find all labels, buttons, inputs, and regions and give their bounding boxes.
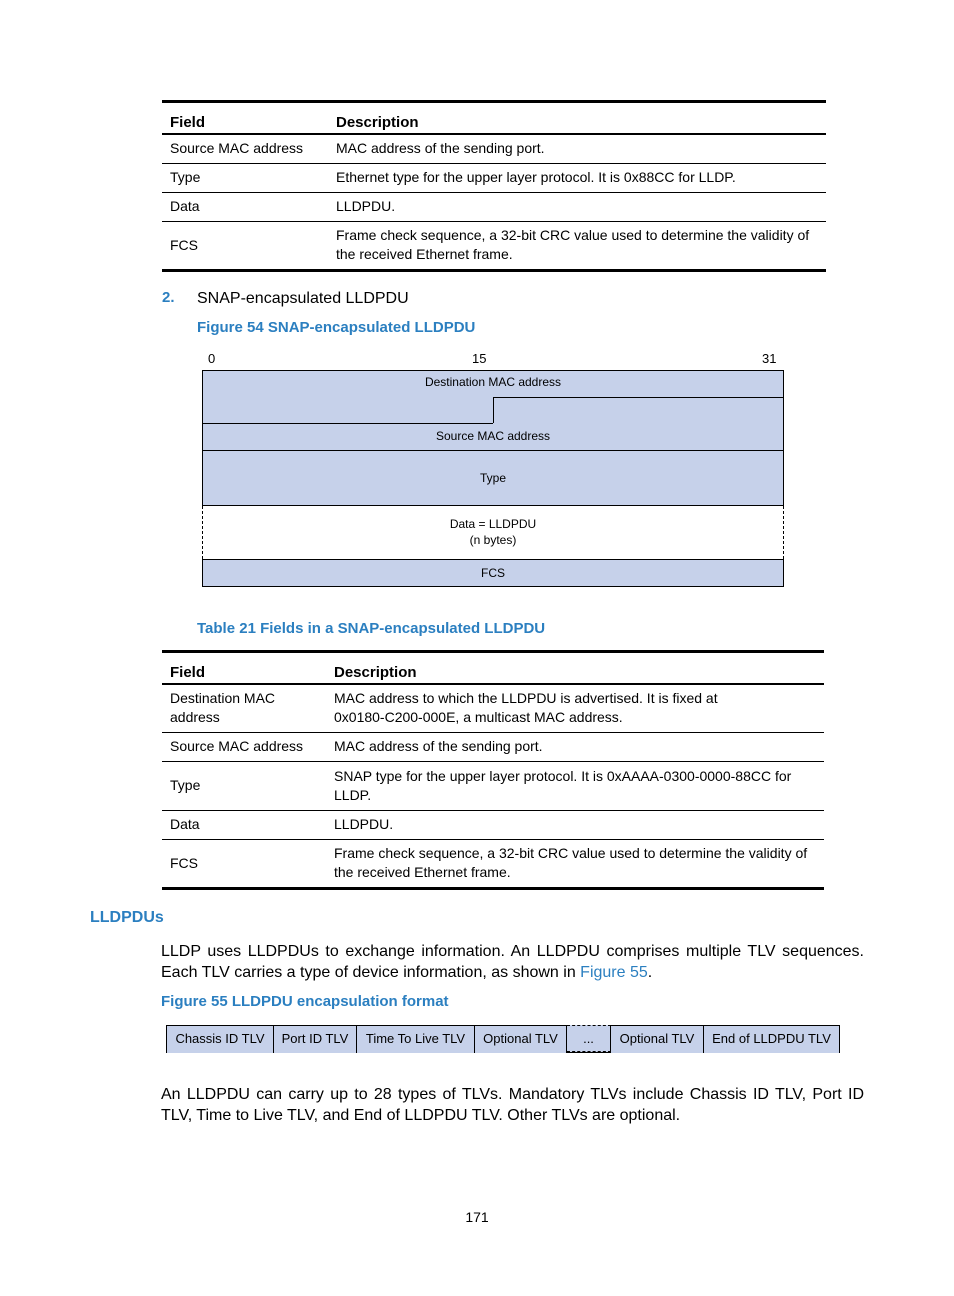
tlv-port-id: Port ID TLV — [274, 1026, 357, 1053]
table-header-row — [162, 102, 826, 135]
description-cell: LLDPDU. — [336, 198, 396, 214]
description-cell: MAC address of the sending port. — [334, 738, 543, 754]
fcs-label: FCS — [481, 566, 505, 580]
field-cell: Data — [170, 816, 200, 832]
figure-54-caption: Figure 54 SNAP-encapsulated LLDPDU — [197, 319, 476, 336]
page-number: 171 — [465, 1209, 489, 1225]
field-cell: Source MAC address — [170, 140, 304, 157]
mac-divider-step — [493, 397, 494, 423]
table-row — [162, 810, 824, 839]
mac-address-block — [202, 370, 784, 451]
field-cell: Type — [170, 169, 201, 185]
intro-text-end: . — [647, 964, 653, 981]
tlv-optional: Optional TLV — [475, 1026, 567, 1053]
snap-fields-table — [162, 650, 824, 890]
tlv-time-to-live: Time To Live TLV — [357, 1026, 475, 1053]
tlv-chassis-id: Chassis ID TLV — [167, 1026, 274, 1053]
field-cell: Type — [170, 777, 201, 793]
table-row — [162, 839, 824, 888]
table-row — [162, 761, 824, 810]
tlv-ellipsis: ... — [567, 1025, 611, 1052]
data-block — [202, 506, 784, 559]
source-mac-label: Source MAC address — [435, 429, 551, 443]
intro-text: LLDP uses LLDPDUs to exchange information. An LLDPDU comprises multiple TLV sequences. Each TLV carries a type of device information, as shown in — [161, 943, 864, 981]
field-cell: Data — [170, 198, 200, 214]
column-header-description: Description — [336, 114, 419, 131]
description-cell: MAC address to which the LLDPDU is advertised. It is fixed at 0x0180-C200-000E, a multicast MAC address. — [334, 690, 718, 726]
column-header-description: Description — [334, 664, 417, 681]
column-header-field: Field — [170, 664, 206, 681]
ethernet-fields-table — [162, 100, 826, 272]
table-row — [162, 134, 826, 163]
description-cell: Frame check sequence, a 32-bit CRC value used to determine the validity of the received Ethernet frame. — [336, 227, 810, 262]
table-header-row — [162, 652, 824, 685]
mac-divider-left — [203, 423, 493, 424]
figure-55-link[interactable]: Figure 55 — [580, 964, 648, 981]
figure-55-caption: Figure 55 LLDPDU encapsulation format — [161, 993, 449, 1010]
tlv-optional-2: Optional TLV — [611, 1026, 704, 1053]
description-cell: LLDPDU. — [334, 816, 394, 832]
description-cell: Ethernet type for the upper layer protocol. It is 0x88CC for LLDP. — [336, 169, 736, 185]
tlv-end-of-lldpdu: End of LLDPDU TLV — [704, 1026, 839, 1053]
table-row — [162, 732, 824, 761]
bit-tick-15: 15 — [472, 351, 487, 366]
data-length-label: (n bytes) — [469, 533, 517, 547]
type-block — [202, 451, 784, 506]
column-header-field: Field — [170, 114, 206, 131]
field-cell: FCS — [170, 236, 198, 253]
table-row — [162, 192, 826, 221]
table-21-caption: Table 21 Fields in a SNAP-encapsulated LLDPDU — [197, 620, 546, 637]
tlv-paragraph: An LLDPDU can carry up to 28 types of TLVs. Mandatory TLVs include Chassis ID TLV, Port ID TLV, Time to Live TLV, and End of LLDPDU TLV. Other TLVs are optional. — [161, 1086, 864, 1124]
field-cell: Source MAC address — [170, 738, 304, 754]
figure-55-diagram — [166, 1025, 840, 1053]
table-row — [162, 221, 826, 270]
table-row — [162, 163, 826, 192]
figure-54-diagram — [200, 350, 790, 590]
section-heading: LLDPDUs — [90, 909, 164, 926]
description-cell: Frame check sequence, a 32-bit CRC value used to determine the validity of the received Ethernet frame. — [334, 845, 808, 880]
step-text: SNAP-encapsulated LLDPDU — [197, 290, 409, 307]
field-cell: FCS — [170, 854, 198, 871]
fcs-block — [202, 559, 784, 587]
bit-tick-31: 31 — [762, 351, 777, 366]
description-cell: SNAP type for the upper layer protocol. It is 0xAAAA-0300-0000-88CC for LLDP. — [334, 767, 792, 803]
step-number: 2. — [162, 289, 175, 306]
destination-mac-label: Destination MAC address — [424, 375, 562, 389]
intro-paragraph — [161, 941, 864, 983]
mac-divider-right — [493, 397, 783, 398]
type-label: Type — [479, 471, 506, 485]
data-label: Data = LLDPDU — [449, 517, 537, 531]
bit-tick-0: 0 — [208, 351, 216, 366]
description-cell: MAC address of the sending port. — [336, 140, 545, 157]
field-cell: Destination MAC address — [170, 690, 276, 726]
table-row — [162, 684, 824, 732]
